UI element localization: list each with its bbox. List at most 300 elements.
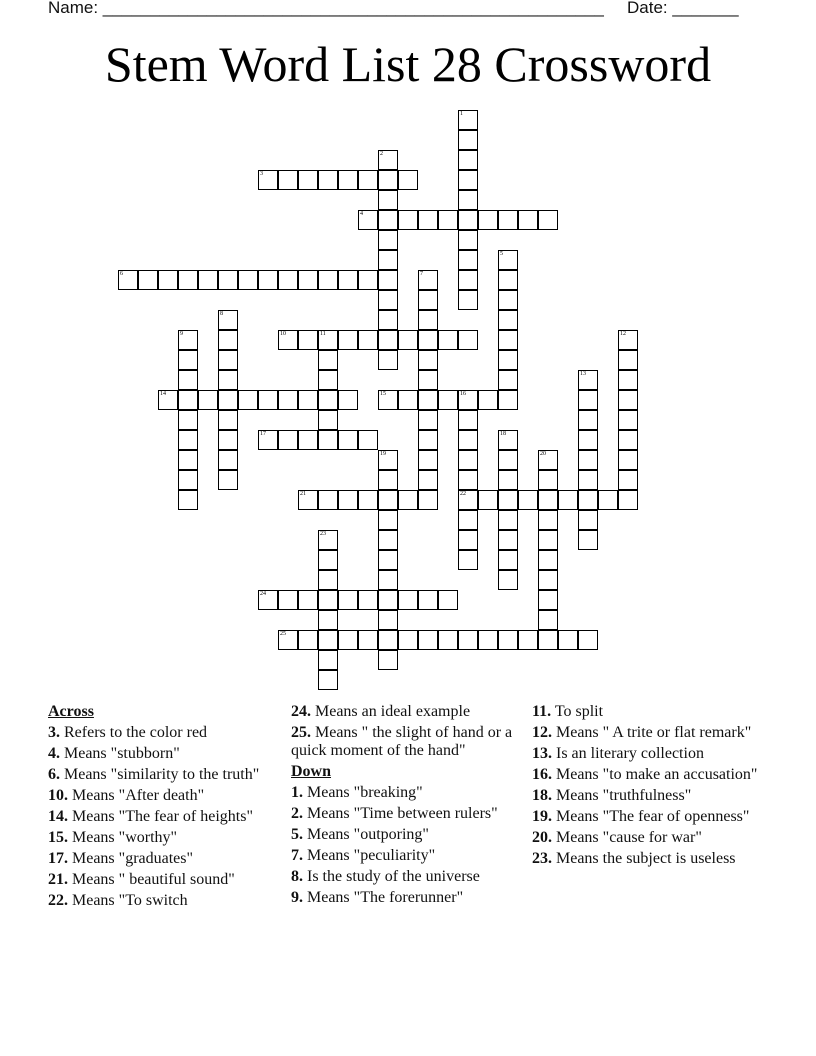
clue-item-number: 22. <box>48 892 68 909</box>
grid-cell[interactable] <box>398 330 418 350</box>
grid-cell[interactable] <box>218 270 238 290</box>
grid-cell[interactable] <box>338 490 358 510</box>
grid-cell[interactable] <box>458 630 478 650</box>
grid-cell[interactable] <box>538 450 558 470</box>
grid-cell[interactable] <box>618 370 638 390</box>
clue-item-text: To split <box>551 703 604 720</box>
grid-cell[interactable] <box>378 650 398 670</box>
grid-cell[interactable] <box>378 390 398 410</box>
grid-cell[interactable] <box>298 490 318 510</box>
across-heading: Across <box>48 703 94 720</box>
grid-cell[interactable] <box>318 170 338 190</box>
clue-item-text: Means " beautiful sound" <box>68 871 235 888</box>
clue-number: 20 <box>540 451 546 457</box>
clue-number: 23 <box>320 531 326 537</box>
grid-cell[interactable] <box>378 470 398 490</box>
date-field-label[interactable]: Date: _______ <box>627 0 739 17</box>
clue-column-1 <box>48 703 280 913</box>
grid-cell[interactable] <box>398 210 418 230</box>
clue-item <box>291 805 523 823</box>
grid-cell[interactable] <box>458 450 478 470</box>
grid-cell[interactable] <box>418 590 438 610</box>
grid-cell[interactable] <box>618 330 638 350</box>
name-field-label[interactable]: Name: _____________________________________________________ <box>48 0 604 17</box>
grid-cell[interactable] <box>318 590 338 610</box>
grid-cell[interactable] <box>498 450 518 470</box>
grid-cell[interactable] <box>498 370 518 390</box>
grid-cell[interactable] <box>318 390 338 410</box>
clue-item <box>48 787 280 805</box>
grid-cell[interactable] <box>418 210 438 230</box>
grid-cell[interactable] <box>318 630 338 650</box>
grid-cell[interactable] <box>538 590 558 610</box>
grid-cell[interactable] <box>378 530 398 550</box>
grid-cell[interactable] <box>318 410 338 430</box>
grid-cell[interactable] <box>538 470 558 490</box>
clue-item-text: Means "cause for war" <box>552 829 702 846</box>
grid-cell[interactable] <box>578 370 598 390</box>
grid-cell[interactable] <box>358 330 378 350</box>
grid-cell[interactable] <box>618 490 638 510</box>
grid-cell[interactable] <box>458 190 478 210</box>
grid-cell[interactable] <box>518 210 538 230</box>
clue-item-number: 13. <box>532 745 552 762</box>
grid-cell[interactable] <box>518 490 538 510</box>
clue-item-text: Means "to make an accusation" <box>552 766 758 783</box>
grid-cell[interactable] <box>418 330 438 350</box>
clue-number: 6 <box>120 271 123 277</box>
page-title: Stem Word List 28 Crossword <box>104 36 712 92</box>
grid-cell[interactable] <box>178 490 198 510</box>
grid-cell[interactable] <box>378 270 398 290</box>
grid-cell[interactable] <box>338 430 358 450</box>
grid-cell[interactable] <box>458 330 478 350</box>
grid-cell[interactable] <box>318 650 338 670</box>
grid-cell[interactable] <box>298 270 318 290</box>
grid-cell[interactable] <box>398 590 418 610</box>
grid-cell[interactable] <box>318 570 338 590</box>
grid-cell[interactable] <box>618 350 638 370</box>
clue-item-text: Means "After death" <box>68 787 205 804</box>
grid-cell[interactable] <box>438 390 458 410</box>
clue-number: 14 <box>160 391 166 397</box>
grid-cell[interactable] <box>258 270 278 290</box>
grid-cell[interactable] <box>578 450 598 470</box>
grid-cell[interactable] <box>558 490 578 510</box>
grid-cell[interactable] <box>578 470 598 490</box>
grid-cell[interactable] <box>318 370 338 390</box>
grid-cell[interactable] <box>538 550 558 570</box>
grid-cell[interactable] <box>278 330 298 350</box>
clue-item-number: 10. <box>48 787 68 804</box>
clue-item <box>532 724 764 742</box>
grid-cell[interactable] <box>378 630 398 650</box>
grid-cell[interactable] <box>418 350 438 370</box>
grid-cell[interactable] <box>278 430 298 450</box>
grid-cell[interactable] <box>218 430 238 450</box>
grid-cell[interactable] <box>458 250 478 270</box>
grid-cell[interactable] <box>378 450 398 470</box>
grid-cell[interactable] <box>458 470 478 490</box>
grid-cell[interactable] <box>418 270 438 290</box>
grid-cell[interactable] <box>318 530 338 550</box>
clue-item-number: 25. <box>291 724 311 741</box>
grid-cell[interactable] <box>418 450 438 470</box>
grid-cell[interactable] <box>318 670 338 690</box>
grid-cell[interactable] <box>358 430 378 450</box>
grid-cell[interactable] <box>438 630 458 650</box>
down-heading: Down <box>291 763 332 780</box>
grid-cell[interactable] <box>358 630 378 650</box>
grid-cell[interactable] <box>178 270 198 290</box>
grid-cell[interactable] <box>238 390 258 410</box>
grid-cell[interactable] <box>478 390 498 410</box>
grid-cell[interactable] <box>258 170 278 190</box>
clue-number: 4 <box>360 211 363 217</box>
grid-cell[interactable] <box>458 290 478 310</box>
clue-item-number: 1. <box>291 784 303 801</box>
grid-cell[interactable] <box>358 170 378 190</box>
clue-item <box>291 889 523 907</box>
grid-cell[interactable] <box>318 330 338 350</box>
grid-cell[interactable] <box>338 170 358 190</box>
grid-cell[interactable] <box>318 550 338 570</box>
grid-cell[interactable] <box>458 270 478 290</box>
grid-cell[interactable] <box>298 590 318 610</box>
grid-cell[interactable] <box>478 490 498 510</box>
clue-number: 7 <box>420 271 423 277</box>
grid-cell[interactable] <box>578 630 598 650</box>
grid-cell[interactable] <box>358 210 378 230</box>
clue-item-text: Means "outporing" <box>303 826 429 843</box>
grid-cell[interactable] <box>458 550 478 570</box>
grid-cell[interactable] <box>498 270 518 290</box>
clue-item-number: 12. <box>532 724 552 741</box>
clue-item <box>48 829 280 847</box>
grid-cell[interactable] <box>298 390 318 410</box>
clue-number: 25 <box>280 631 286 637</box>
clue-item <box>291 868 523 886</box>
grid-cell[interactable] <box>378 610 398 630</box>
clue-item-number: 21. <box>48 871 68 888</box>
clue-item-number: 5. <box>291 826 303 843</box>
clue-item-number: 4. <box>48 745 60 762</box>
grid-cell[interactable] <box>458 430 478 450</box>
clue-number: 21 <box>300 491 306 497</box>
clue-item-text: Is an literary collection <box>552 745 704 762</box>
grid-cell[interactable] <box>378 190 398 210</box>
grid-cell[interactable] <box>438 210 458 230</box>
clue-item-text: Means "breaking" <box>303 784 423 801</box>
grid-cell[interactable] <box>578 530 598 550</box>
grid-cell[interactable] <box>478 210 498 230</box>
grid-cell[interactable] <box>338 590 358 610</box>
clue-item <box>532 850 764 868</box>
clue-item <box>532 787 764 805</box>
grid-cell[interactable] <box>378 290 398 310</box>
grid-cell[interactable] <box>458 230 478 250</box>
grid-cell[interactable] <box>278 590 298 610</box>
grid-cell[interactable] <box>238 270 258 290</box>
grid-cell[interactable] <box>378 330 398 350</box>
clue-number: 3 <box>260 171 263 177</box>
grid-cell[interactable] <box>498 250 518 270</box>
grid-cell[interactable] <box>618 450 638 470</box>
clue-number: 11 <box>320 331 326 337</box>
grid-cell[interactable] <box>538 210 558 230</box>
grid-cell[interactable] <box>378 210 398 230</box>
grid-cell[interactable] <box>158 390 178 410</box>
grid-cell[interactable] <box>378 150 398 170</box>
grid-cell[interactable] <box>178 370 198 390</box>
clue-number: 9 <box>180 331 183 337</box>
grid-cell[interactable] <box>378 590 398 610</box>
grid-cell[interactable] <box>458 410 478 430</box>
clue-number: 24 <box>260 591 266 597</box>
grid-cell[interactable] <box>318 430 338 450</box>
clue-item <box>291 847 523 865</box>
clue-number: 22 <box>460 491 466 497</box>
clue-number: 1 <box>460 111 463 117</box>
grid-cell[interactable] <box>618 430 638 450</box>
grid-cell[interactable] <box>178 350 198 370</box>
clue-number: 5 <box>500 251 503 257</box>
clue-item-text: Means "similarity to the truth" <box>60 766 260 783</box>
grid-cell[interactable] <box>278 630 298 650</box>
grid-cell[interactable] <box>178 410 198 430</box>
grid-cell[interactable] <box>418 430 438 450</box>
grid-cell[interactable] <box>538 530 558 550</box>
grid-cell[interactable] <box>378 550 398 570</box>
grid-cell[interactable] <box>218 390 238 410</box>
grid-cell[interactable] <box>498 290 518 310</box>
clue-item-text: Means the subject is useless <box>552 850 736 867</box>
grid-cell[interactable] <box>178 430 198 450</box>
grid-cell[interactable] <box>578 490 598 510</box>
clue-item <box>48 850 280 868</box>
grid-cell[interactable] <box>378 170 398 190</box>
grid-cell[interactable] <box>118 270 138 290</box>
clue-column-2 <box>291 703 523 910</box>
clue-item <box>291 784 523 802</box>
grid-cell[interactable] <box>318 350 338 370</box>
clue-item-number: 3. <box>48 724 60 741</box>
grid-cell[interactable] <box>278 270 298 290</box>
grid-cell[interactable] <box>198 390 218 410</box>
clue-item-number: 19. <box>532 808 552 825</box>
grid-cell[interactable] <box>298 330 318 350</box>
grid-cell[interactable] <box>258 430 278 450</box>
grid-cell[interactable] <box>498 630 518 650</box>
grid-cell[interactable] <box>358 590 378 610</box>
grid-cell[interactable] <box>458 110 478 130</box>
clue-item <box>48 808 280 826</box>
grid-cell[interactable] <box>218 450 238 470</box>
grid-cell[interactable] <box>398 170 418 190</box>
grid-cell[interactable] <box>418 470 438 490</box>
grid-cell[interactable] <box>298 430 318 450</box>
grid-cell[interactable] <box>578 510 598 530</box>
grid-cell[interactable] <box>398 630 418 650</box>
clue-number: 13 <box>580 371 586 377</box>
grid-cell[interactable] <box>498 350 518 370</box>
grid-cell[interactable] <box>498 530 518 550</box>
grid-cell[interactable] <box>138 270 158 290</box>
grid-cell[interactable] <box>218 370 238 390</box>
clue-item-text: Means " the slight of hand or a quick moment of the hand" <box>291 724 513 759</box>
grid-cell[interactable] <box>498 390 518 410</box>
clue-item <box>532 766 764 784</box>
grid-cell[interactable] <box>418 410 438 430</box>
grid-cell[interactable] <box>518 630 538 650</box>
grid-cell[interactable] <box>538 610 558 630</box>
clue-item <box>291 703 523 721</box>
grid-cell[interactable] <box>418 370 438 390</box>
clue-number: 15 <box>380 391 386 397</box>
grid-cell[interactable] <box>218 310 238 330</box>
grid-cell[interactable] <box>378 350 398 370</box>
grid-cell[interactable] <box>338 630 358 650</box>
grid-cell[interactable] <box>598 490 618 510</box>
clue-item-number: 15. <box>48 829 68 846</box>
clue-item <box>291 826 523 844</box>
grid-cell[interactable] <box>618 390 638 410</box>
grid-cell[interactable] <box>498 550 518 570</box>
grid-cell[interactable] <box>318 490 338 510</box>
grid-cell[interactable] <box>178 390 198 410</box>
clue-number: 12 <box>620 331 626 337</box>
grid-cell[interactable] <box>418 290 438 310</box>
grid-cell[interactable] <box>418 630 438 650</box>
grid-cell[interactable] <box>458 490 478 510</box>
grid-cell[interactable] <box>378 250 398 270</box>
grid-cell[interactable] <box>218 410 238 430</box>
grid-cell[interactable] <box>378 310 398 330</box>
grid-cell[interactable] <box>458 530 478 550</box>
grid-cell[interactable] <box>278 390 298 410</box>
grid-cell[interactable] <box>418 390 438 410</box>
grid-cell[interactable] <box>458 390 478 410</box>
grid-cell[interactable] <box>178 450 198 470</box>
grid-cell[interactable] <box>258 590 278 610</box>
clue-number: 2 <box>380 151 383 157</box>
grid-cell[interactable] <box>538 570 558 590</box>
clue-item-number: 23. <box>532 850 552 867</box>
clue-number: 8 <box>220 311 223 317</box>
grid-cell[interactable] <box>338 270 358 290</box>
clue-item <box>48 766 280 784</box>
grid-cell[interactable] <box>378 570 398 590</box>
grid-cell[interactable] <box>498 470 518 490</box>
grid-cell[interactable] <box>418 490 438 510</box>
grid-cell[interactable] <box>158 270 178 290</box>
grid-cell[interactable] <box>618 470 638 490</box>
clue-number: 18 <box>500 431 506 437</box>
clue-number: 16 <box>460 391 466 397</box>
clue-number: 10 <box>280 331 286 337</box>
clue-item-number: 14. <box>48 808 68 825</box>
grid-cell[interactable] <box>218 330 238 350</box>
grid-cell[interactable] <box>478 630 498 650</box>
clue-column-3 <box>532 703 764 871</box>
grid-cell[interactable] <box>378 510 398 530</box>
grid-cell[interactable] <box>418 310 438 330</box>
clue-item <box>532 829 764 847</box>
grid-cell[interactable] <box>398 490 418 510</box>
grid-cell[interactable] <box>498 570 518 590</box>
grid-cell[interactable] <box>318 270 338 290</box>
grid-cell[interactable] <box>558 630 578 650</box>
grid-cell[interactable] <box>198 270 218 290</box>
grid-cell[interactable] <box>578 430 598 450</box>
grid-cell[interactable] <box>398 390 418 410</box>
grid-cell[interactable] <box>578 390 598 410</box>
clue-item-text: Refers to the color red <box>60 724 208 741</box>
clue-number: 17 <box>260 431 266 437</box>
clue-item-text: Means "To switch <box>68 892 188 909</box>
grid-cell[interactable] <box>178 470 198 490</box>
grid-cell[interactable] <box>298 170 318 190</box>
grid-cell[interactable] <box>358 490 378 510</box>
grid-cell[interactable] <box>278 170 298 190</box>
grid-cell[interactable] <box>458 150 478 170</box>
grid-cell[interactable] <box>498 330 518 350</box>
grid-cell[interactable] <box>298 630 318 650</box>
grid-cell[interactable] <box>498 430 518 450</box>
grid-cell[interactable] <box>378 490 398 510</box>
clue-item-text: Means "The fear of heights" <box>68 808 253 825</box>
grid-cell[interactable] <box>498 310 518 330</box>
grid-cell[interactable] <box>378 230 398 250</box>
grid-cell[interactable] <box>218 470 238 490</box>
clue-item-number: 20. <box>532 829 552 846</box>
clue-item-number: 17. <box>48 850 68 867</box>
grid-cell[interactable] <box>538 630 558 650</box>
grid-cell[interactable] <box>438 330 458 350</box>
grid-cell[interactable] <box>538 490 558 510</box>
clue-item-text: Means "worthy" <box>68 829 178 846</box>
clue-item <box>48 871 280 889</box>
grid-cell[interactable] <box>458 510 478 530</box>
grid-cell[interactable] <box>338 330 358 350</box>
grid-cell[interactable] <box>498 210 518 230</box>
grid-cell[interactable] <box>458 210 478 230</box>
clue-item <box>532 703 764 721</box>
grid-cell[interactable] <box>498 510 518 530</box>
clue-item-text: Means "peculiarity" <box>303 847 436 864</box>
grid-cell[interactable] <box>218 350 238 370</box>
grid-cell[interactable] <box>178 330 198 350</box>
clue-number: 19 <box>380 451 386 457</box>
clue-item-number: 24. <box>291 703 311 720</box>
grid-cell[interactable] <box>458 170 478 190</box>
clue-item-number: 18. <box>532 787 552 804</box>
grid-cell[interactable] <box>358 270 378 290</box>
grid-cell[interactable] <box>438 590 458 610</box>
grid-cell[interactable] <box>318 610 338 630</box>
grid-cell[interactable] <box>258 390 278 410</box>
grid-cell[interactable] <box>578 410 598 430</box>
clue-item <box>48 745 280 763</box>
grid-cell[interactable] <box>538 510 558 530</box>
grid-cell[interactable] <box>498 490 518 510</box>
clue-item-text: Is the study of the universe <box>303 868 480 885</box>
grid-cell[interactable] <box>618 410 638 430</box>
clue-item-text: Means an ideal example <box>311 703 471 720</box>
clue-item-text: Means " A trite or flat remark" <box>552 724 752 741</box>
grid-cell[interactable] <box>458 130 478 150</box>
grid-cell[interactable] <box>338 390 358 410</box>
